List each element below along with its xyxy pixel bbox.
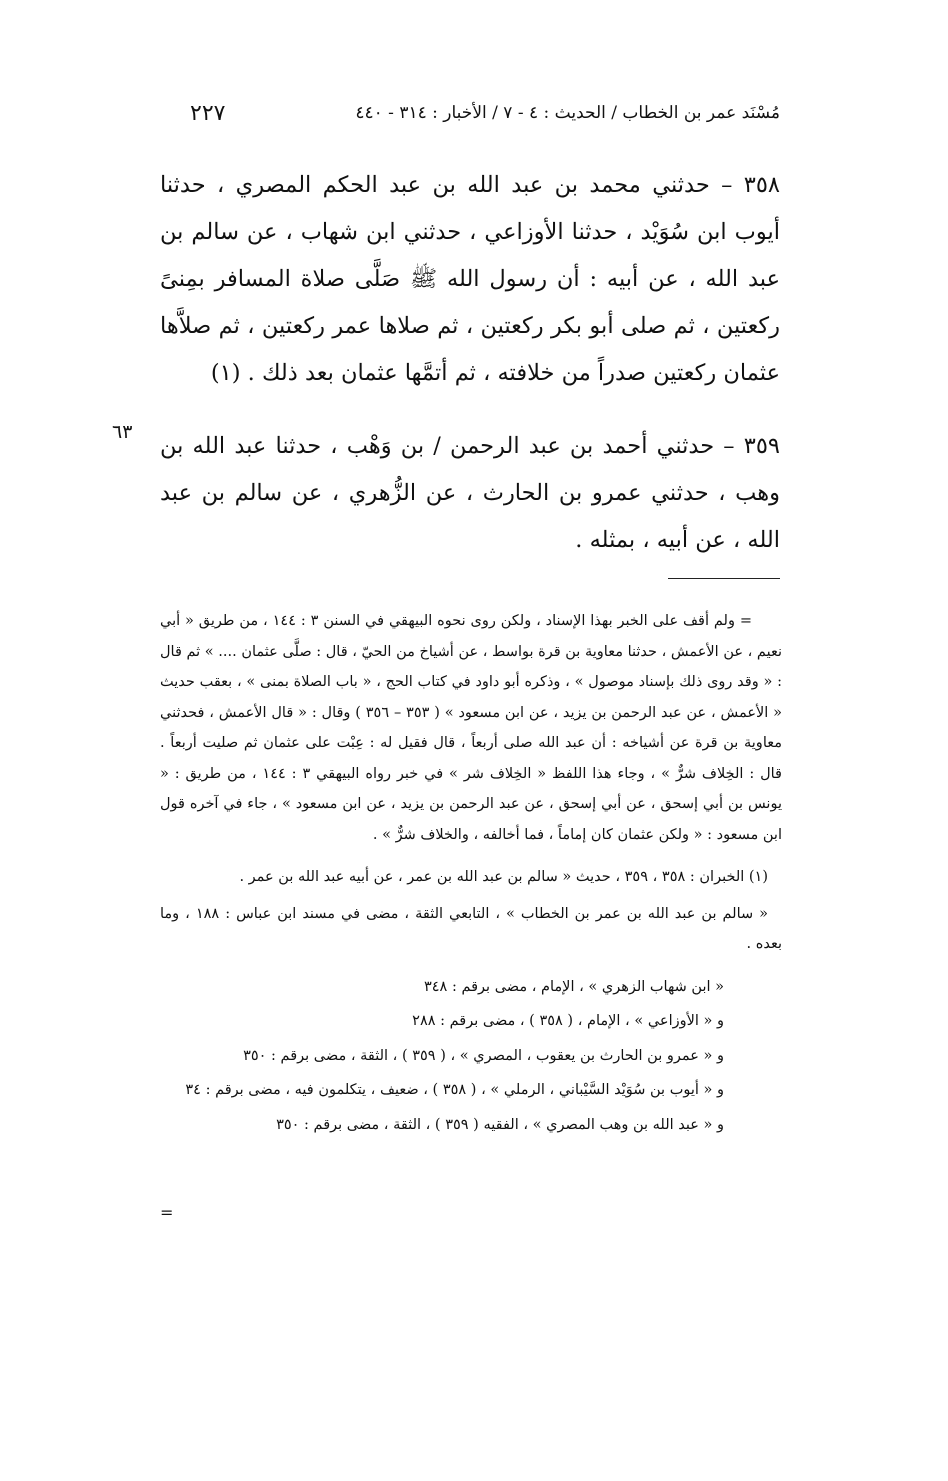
footnote-1: (١) الخبران : ٣٥٨ ، ٣٥٩ ، حديث « سالم بن عبد الله بن عمر ، عن أبيه عبد الله بن عمر . (239, 869, 768, 885)
narrator-item: و « الأوزاعي » ، الإمام ، ( ٣٥٨ ) ، مضى برقم : ٢٨٨ (412, 1013, 724, 1029)
footnote-continuation: = ولم أقف على الخبر بهذا الإسناد ، ولكن روى نحوه البيهقي في السنن ٣ : ١٤٤ ، من طريق « أبي نعيم ، عن الأعمش ، حدثنا معاوية بن قرة بواسط ، عن أشياخ من الحيّ ، قال : صلَّى عثمان .... » ثم قال : « وقد روى ذلك بإسناد موصول » ، وذكره أبو داود في كتاب الحج ، « باب الصلاة بمنى » ، بعقب حديث « الأعمش ، عن عبد الرحمن بن يزيد ، عن ابن مسعود » ( ٣٥٣ – ٣٥٦ ) وقال : « قال الأعمش ، فحدثني معاوية بن قرة عن أشياخه : أن عبد الله صلى أربعاً ، قال فقيل له : عِبْت على عثمان ثم صليت أربعاً . قال : الخِلاف شرٌّ » ، وجاء هذا اللفظ « الخِلاف شر » في خبر رواه البيهقي ٣ : ١٤٤ ، من طريق : « يونس بن أبي إسحق ، عن أبي إسحق ، عن عبد الرحمن بن يزيد ، عن ابن مسعود » ، جاء في آخره قول ابن مسعود : « ولكن عثمان كان إماماً ، فما أخالفه ، والخلاف شرٌّ » . (160, 613, 782, 843)
footnote-1-salim: « سالم بن عبد الله بن عمر بن الخطاب » ، التابعي الثقة ، مضى في مسند ابن عباس : ١٨٨ ، وما بعده . (160, 905, 782, 952)
narrator-item: و « أيوب بن سُوَيْد السَّيْباني ، الرملي » ، ( ٣٥٨ ) ، ضعيف ، يتكلمون فيه ، مضى برقم : ٣٤ (185, 1082, 724, 1098)
footnote-separator (668, 578, 780, 579)
hadith-359: ٣٥٩ – حدثني أحمد بن عبد الرحمن / بن وَهْب ، حدثنا عبد الله بن وهب ، حدثني عمرو بن الحارث ، عن الزُّهري ، عن سالم بن عبد الله ، عن أبيه ، بمثله . (160, 433, 780, 553)
narrator-item: و « عبد الله بن وهب المصري » ، الفقيه ( ٣٥٩ ) ، الثقة ، مضى برقم : ٣٥٠ (276, 1116, 724, 1133)
header-title: مُسْنَد عمر بن الخطاب / الحديث : ٤ - ٧ / الأخبار : ٣١٤ - ٤٤٠ (355, 103, 780, 123)
running-header (190, 96, 780, 130)
narrator-item: « ابن شهاب الزهري » ، الإمام ، مضى برقم : ٣٤٨ (423, 978, 724, 995)
margin-page-reference: ٦٣ (112, 421, 133, 443)
main-text (160, 162, 780, 564)
footnotes (160, 606, 782, 1142)
hadith-358: ٣٥٨ – حدثني محمد بن عبد الله بن عبد الحكم المصري ، حدثنا أيوب ابن سُوَيْد ، حدثنا الأوزاعي ، حدثني ابن شهاب ، عن سالم بن عبد الله ، عن أبيه : أن رسول الله ﷺ صَلَّى صلاة المسافر بمِنىً ركعتين ، ثم صلى أبو بكر ركعتين ، ثم صلاها عمر ركعتين ، ثم صلاَّها عثمان ركعتين صدراً من خلافته ، ثم أتمَّها عثمان بعد ذلك . (١) (160, 172, 780, 386)
page-number: ٢٢٧ (190, 100, 226, 126)
narrator-item: و « عمرو بن الحارث بن يعقوب ، المصري » ، ( ٣٥٩ ) ، الثقة ، مضى برقم : ٣٥٠ (243, 1047, 724, 1064)
continuation-mark: = (160, 1203, 174, 1222)
narrator-list (160, 970, 782, 1143)
